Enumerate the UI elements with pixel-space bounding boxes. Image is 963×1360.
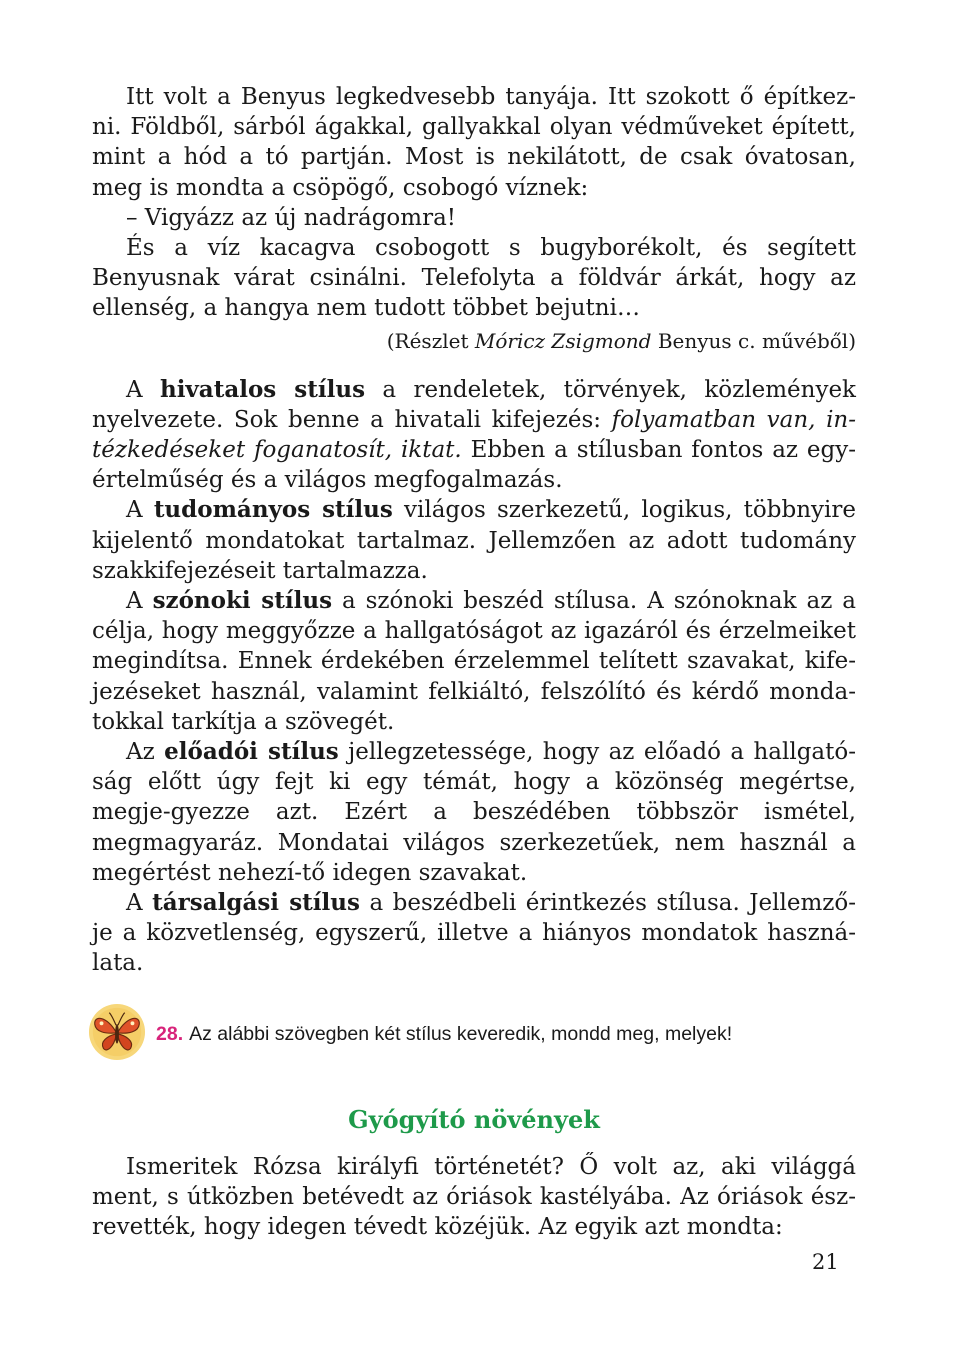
lead: A [126,497,154,524]
style-szonoki [92,586,856,737]
source-close: Benyus c. művéből) [651,328,856,353]
task-text [156,1023,732,1046]
term-tarsalgasi: társalgási stílus [152,889,360,917]
source-author: Móricz Zsigmond [474,328,652,353]
style-tarsalgasi [92,888,856,979]
text: világos szerkezetű, logikus, többnyire kijelentő mondatokat tartalmaz. Jellemzően az adott tudomány szakkifejezéseit tartalmazza. [92,497,856,584]
style-eloadoi [92,737,856,888]
style-hivatalos [92,375,856,496]
excerpt-paragraph-2: És a víz kacagva csobogott s bugyborékolt, és segített Benyusnak várat csinálni. Telefolyta a földvár árkát, hogy az ellenség, a hangya nem tudott többet bejutni… [92,235,856,322]
spacer [92,355,856,375]
lead: Az [126,739,165,766]
text: a szónoki beszéd stílusa. A szónoknak az a célja, hogy meggyőzze a hallgatóságot az igazáról és érzelmeiket megindítsa. Ennek érdekében érzelemmel telített szavakat, kife-jezéseket használ, valamint felkiáltó, felszólító és kérdő monda-tokkal tarkítja a szövegét. [92,588,857,735]
task-28 [92,1003,856,1067]
task-instruction: Az alábbi szövegben két stílus keveredik, mondd meg, melyek! [189,1023,733,1046]
source-open: (Részlet [386,328,475,353]
section-paragraph: Ismeritek Rózsa királyfi történetét? Ő volt az, aki világgá ment, s útközben betévedt az óriások kastélyába. Az óriások ész-revették, hogy idegen tévedt közéjük. Az egyik azt mondta: [92,1153,856,1241]
page-number: 21 [812,1250,839,1274]
term-hivatalos: hivatalos stílus [159,375,366,403]
butterfly-icon [88,1003,146,1061]
term-szonoki: szónoki stílus [152,587,333,615]
term-tudomanyos: tudományos stílus [153,496,393,524]
text: a rendeletek, törvények, közlemények nyelvezete. Sok benne a hivatali kifejezés: [92,376,856,433]
task-number: 28. [156,1023,184,1046]
lead: A [126,588,153,615]
lead: A [126,890,153,917]
examples-hivatalos: folyamatban van, in-tézkedéseket foganatosít, iktat. [92,406,857,464]
term-eloadoi: előadói stílus [164,738,339,766]
excerpt-dialogue: – Vigyázz az új nadrágomra! [126,204,457,231]
text: jellegzetessége, hogy az előadó a hallgató-ság előtt úgy fejt ki egy témát, hogy a közönség megértse, megje-gyezze azt. Ezért a beszédében többször ismétel, megmagyaráz. Mondatai világos szerkezetűek, nem használ a megértést nehezí-tő idegen szavakat. [92,739,856,886]
lead: A [126,376,160,403]
style-tudomanyos [92,495,856,586]
text: a beszédbeli érintkezés stílusa. Jellemző-je a közvetlenség, egyszerű, illetve a hiányos mondatok haszná-lata. [92,890,857,977]
page-content [92,82,856,1242]
text: Ebben a stílusban fontos az egy-értelműség és a világos megfogalmazás. [92,437,857,494]
excerpt-source [92,327,856,355]
section-title: Gyógyító növények [348,1104,600,1134]
excerpt-paragraph-1: Itt volt a Benyus legkedvesebb tanyája. Itt szokott ő építkez-ni. Földből, sárból ágakkal, gallyakkal olyan védműveket épített, mint a hód a tó partján. Most is nekilátott, de csak óvatosan, meg is mondta a csöpögő, csobogó víznek: [92,84,856,201]
